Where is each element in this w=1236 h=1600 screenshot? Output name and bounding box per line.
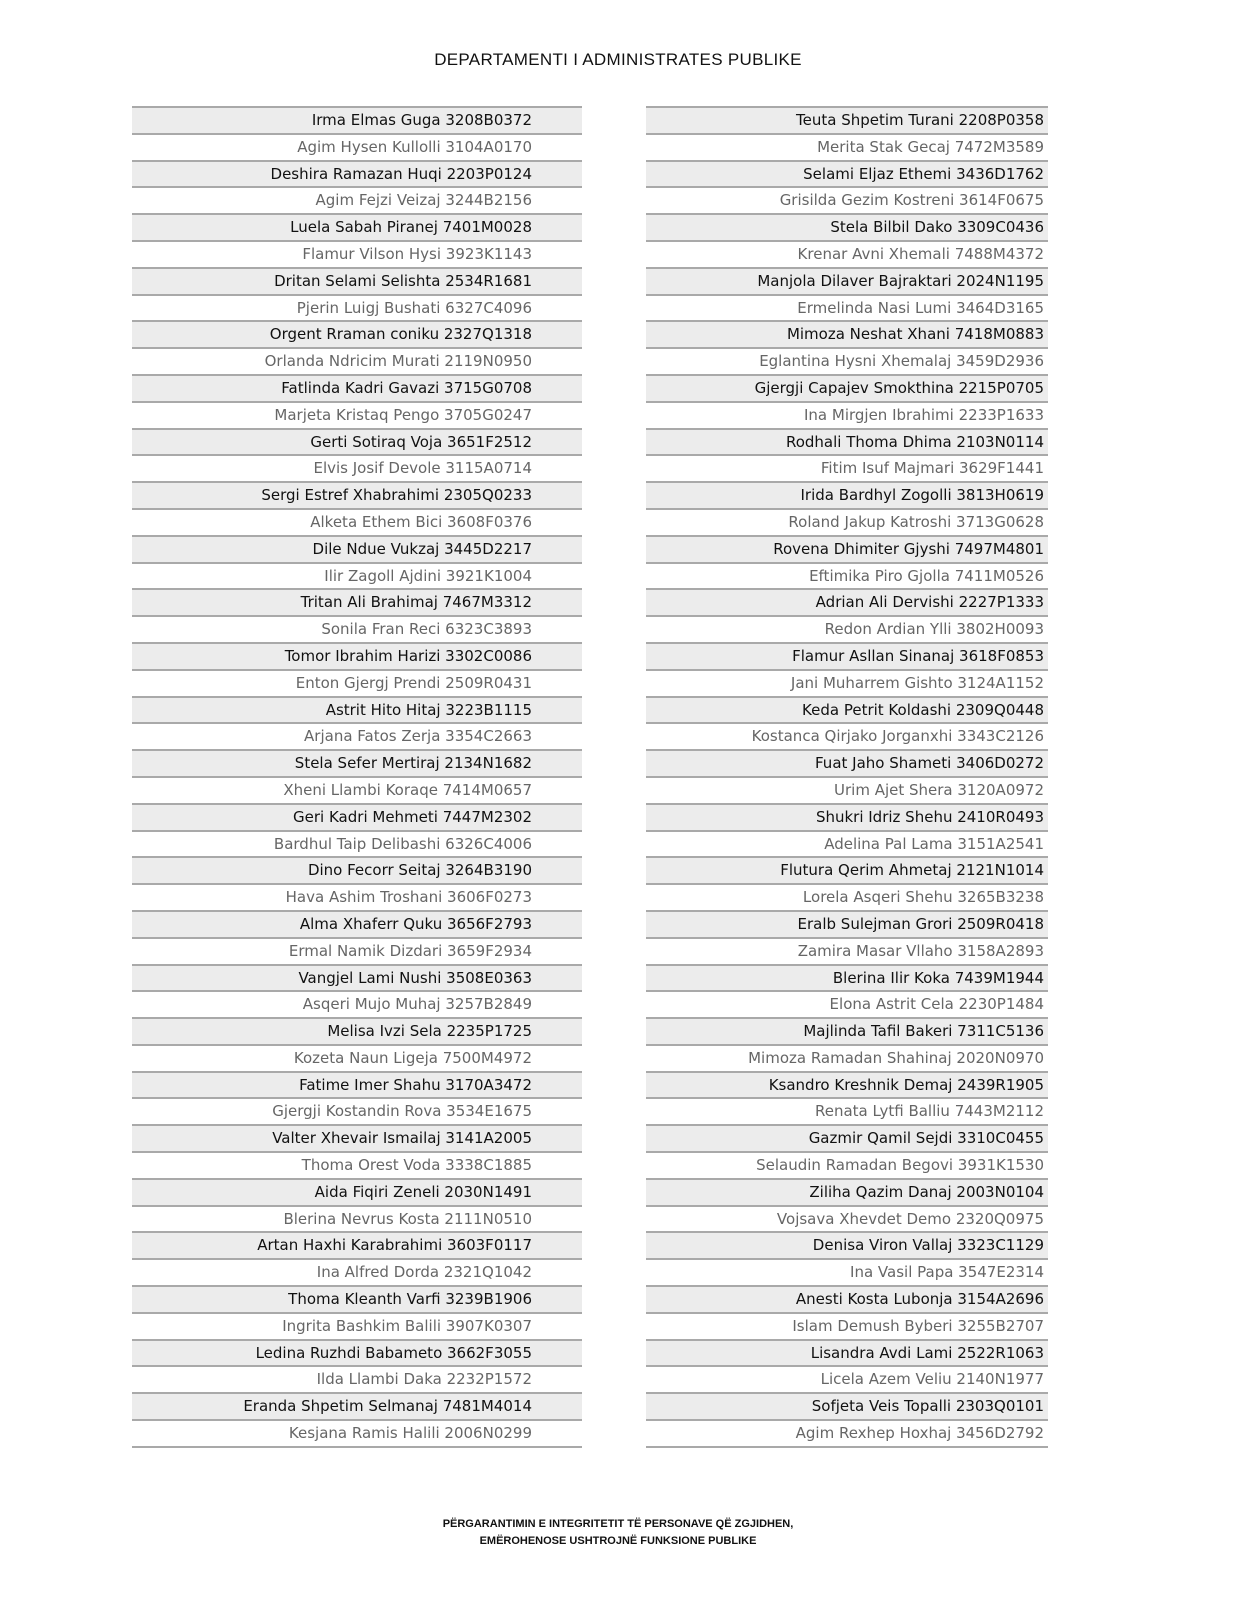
list-item: Vojsava Xhevdet Demo 2320Q0975 (646, 1205, 1048, 1232)
list-item: Eftimika Piro Gjolla 7411M0526 (646, 562, 1048, 589)
list-item: Elvis Josif Devole 3115A0714 (132, 454, 582, 481)
list-item: Fuat Jaho Shameti 3406D0272 (646, 749, 1048, 776)
list-item: Adelina Pal Lama 3151A2541 (646, 830, 1048, 857)
list-item: Blerina Nevrus Kosta 2111N0510 (132, 1205, 582, 1232)
list-item: Eranda Shpetim Selmanaj 7481M4014 (132, 1392, 582, 1419)
list-item: Adrian Ali Dervishi 2227P1333 (646, 588, 1048, 615)
list-item: Irida Bardhyl Zogolli 3813H0619 (646, 481, 1048, 508)
list-item: Ziliha Qazim Danaj 2003N0104 (646, 1178, 1048, 1205)
list-item: Valter Xhevair Ismailaj 3141A2005 (132, 1124, 582, 1151)
list-item: Enton Gjergj Prendi 2509R0431 (132, 669, 582, 696)
footer-line-2: EMËROHENOSE USHTROJNË FUNKSIONE PUBLIKE (479, 1535, 757, 1547)
list-item: Selaudin Ramadan Begovi 3931K1530 (646, 1151, 1048, 1178)
list-item: Tomor Ibrahim Harizi 3302C0086 (132, 642, 582, 669)
list-item: Ingrita Bashkim Balili 3907K0307 (132, 1312, 582, 1339)
list-item: Rodhali Thoma Dhima 2103N0114 (646, 428, 1048, 455)
list-item: Eralb Sulejman Grori 2509R0418 (646, 910, 1048, 937)
list-item: Luela Sabah Piranej 7401M0028 (132, 213, 582, 240)
list-item: Thoma Orest Voda 3338C1885 (132, 1151, 582, 1178)
list-item: Selami Eljaz Ethemi 3436D1762 (646, 160, 1048, 187)
list-item: Denisa Viron Vallaj 3323C1129 (646, 1231, 1048, 1258)
list-item: Flamur Vilson Hysi 3923K1143 (132, 240, 582, 267)
list-item: Eglantina Hysni Xhemalaj 3459D2936 (646, 347, 1048, 374)
list-item: Aida Fiqiri Zeneli 2030N1491 (132, 1178, 582, 1205)
list-item: Alma Xhaferr Quku 3656F2793 (132, 910, 582, 937)
list-item: Islam Demush Byberi 3255B2707 (646, 1312, 1048, 1339)
list-item: Fitim Isuf Majmari 3629F1441 (646, 454, 1048, 481)
page-footer (0, 1516, 1236, 1550)
list-item: Ina Vasil Papa 3547E2314 (646, 1258, 1048, 1285)
list-item: Arjana Fatos Zerja 3354C2663 (132, 722, 582, 749)
list-item: Flutura Qerim Ahmetaj 2121N1014 (646, 856, 1048, 883)
list-item: Stela Bilbil Dako 3309C0436 (646, 213, 1048, 240)
list-item: Artan Haxhi Karabrahimi 3603F0117 (132, 1231, 582, 1258)
list-item: Shukri Idriz Shehu 2410R0493 (646, 803, 1048, 830)
list-item: Sofjeta Veis Topalli 2303Q0101 (646, 1392, 1048, 1419)
list-item: Redon Ardian Ylli 3802H0093 (646, 615, 1048, 642)
list-item: Alketa Ethem Bici 3608F0376 (132, 508, 582, 535)
list-item: Lisandra Avdi Lami 2522R1063 (646, 1339, 1048, 1366)
list-item: Vangjel Lami Nushi 3508E0363 (132, 964, 582, 991)
list-item: Zamira Masar Vllaho 3158A2893 (646, 937, 1048, 964)
list-item: Melisa Ivzi Sela 2235P1725 (132, 1017, 582, 1044)
list-item: Hava Ashim Troshani 3606F0273 (132, 883, 582, 910)
list-item: Ledina Ruzhdi Babameto 3662F3055 (132, 1339, 582, 1366)
list-item: Blerina Ilir Koka 7439M1944 (646, 964, 1048, 991)
list-item: Roland Jakup Katroshi 3713G0628 (646, 508, 1048, 535)
list-item: Keda Petrit Koldashi 2309Q0448 (646, 696, 1048, 723)
list-item: Bardhul Taip Delibashi 6326C4006 (132, 830, 582, 857)
list-item: Asqeri Mujo Muhaj 3257B2849 (132, 990, 582, 1017)
list-item: Marjeta Kristaq Pengo 3705G0247 (132, 401, 582, 428)
list-item: Mimoza Ramadan Shahinaj 2020N0970 (646, 1044, 1048, 1071)
list-item: Merita Stak Gecaj 7472M3589 (646, 133, 1048, 160)
list-item: Grisilda Gezim Kostreni 3614F0675 (646, 186, 1048, 213)
list-item: Manjola Dilaver Bajraktari 2024N1195 (646, 267, 1048, 294)
list-item: Astrit Hito Hitaj 3223B1115 (132, 696, 582, 723)
list-item: Elona Astrit Cela 2230P1484 (646, 990, 1048, 1017)
list-item: Ksandro Kreshnik Demaj 2439R1905 (646, 1071, 1048, 1098)
list-item: Fatime Imer Shahu 3170A3472 (132, 1071, 582, 1098)
list-item: Flamur Asllan Sinanaj 3618F0853 (646, 642, 1048, 669)
list-item: Renata Lytfi Balliu 7443M2112 (646, 1097, 1048, 1124)
list-item: Sonila Fran Reci 6323C3893 (132, 615, 582, 642)
list-item: Kostanca Qirjako Jorganxhi 3343C2126 (646, 722, 1048, 749)
list-item: Majlinda Tafil Bakeri 7311C5136 (646, 1017, 1048, 1044)
list-item: Pjerin Luigj Bushati 6327C4096 (132, 294, 582, 321)
list-item: Krenar Avni Xhemali 7488M4372 (646, 240, 1048, 267)
list-item: Dino Fecorr Seitaj 3264B3190 (132, 856, 582, 883)
list-item: Thoma Kleanth Varfi 3239B1906 (132, 1285, 582, 1312)
list-item: Ermal Namik Dizdari 3659F2934 (132, 937, 582, 964)
list-item: Gjergji Capajev Smokthina 2215P0705 (646, 374, 1048, 401)
list-item: Agim Hysen Kullolli 3104A0170 (132, 133, 582, 160)
list-item: Kozeta Naun Ligeja 7500M4972 (132, 1044, 582, 1071)
list-item: Gerti Sotiraq Voja 3651F2512 (132, 428, 582, 455)
list-item: Agim Rexhep Hoxhaj 3456D2792 (646, 1419, 1048, 1446)
list-item: Ermelinda Nasi Lumi 3464D3165 (646, 294, 1048, 321)
list-item: Deshira Ramazan Huqi 2203P0124 (132, 160, 582, 187)
list-item: Irma Elmas Guga 3208B0372 (132, 106, 582, 133)
list-item: Mimoza Neshat Xhani 7418M0883 (646, 320, 1048, 347)
list-item: Gjergji Kostandin Rova 3534E1675 (132, 1097, 582, 1124)
list-item: Ina Alfred Dorda 2321Q1042 (132, 1258, 582, 1285)
list-item: Teuta Shpetim Turani 2208P0358 (646, 106, 1048, 133)
list-item: Ina Mirgjen Ibrahimi 2233P1633 (646, 401, 1048, 428)
list-item: Urim Ajet Shera 3120A0972 (646, 776, 1048, 803)
list-item: Orlanda Ndricim Murati 2119N0950 (132, 347, 582, 374)
list-item: Jani Muharrem Gishto 3124A1152 (646, 669, 1048, 696)
list-bottom-rule (646, 1446, 1048, 1448)
list-item: Agim Fejzi Veizaj 3244B2156 (132, 186, 582, 213)
list-item: Orgent Rraman coniku 2327Q1318 (132, 320, 582, 347)
left-name-list (132, 106, 582, 1448)
list-item: Dritan Selami Selishta 2534R1681 (132, 267, 582, 294)
right-name-list (646, 106, 1048, 1448)
list-item: Lorela Asqeri Shehu 3265B3238 (646, 883, 1048, 910)
page-title: DEPARTAMENTI I ADMINISTRATES PUBLIKE (434, 50, 802, 69)
list-item: Tritan Ali Brahimaj 7467M3312 (132, 588, 582, 615)
list-item: Kesjana Ramis Halili 2006N0299 (132, 1419, 582, 1446)
list-item: Geri Kadri Mehmeti 7447M2302 (132, 803, 582, 830)
list-item: Dile Ndue Vukzaj 3445D2217 (132, 535, 582, 562)
list-item: Sergi Estref Xhabrahimi 2305Q0233 (132, 481, 582, 508)
list-item: Ilda Llambi Daka 2232P1572 (132, 1365, 582, 1392)
list-item: Anesti Kosta Lubonja 3154A2696 (646, 1285, 1048, 1312)
list-item: Rovena Dhimiter Gjyshi 7497M4801 (646, 535, 1048, 562)
list-item: Fatlinda Kadri Gavazi 3715G0708 (132, 374, 582, 401)
list-item: Xheni Llambi Koraqe 7414M0657 (132, 776, 582, 803)
list-bottom-rule (132, 1446, 582, 1448)
list-item: Gazmir Qamil Sejdi 3310C0455 (646, 1124, 1048, 1151)
footer-line-1: PËRGARANTIMIN E INTEGRITETIT TË PERSONAVE QË ZGJIDHEN, (442, 1518, 794, 1530)
list-item: Licela Azem Veliu 2140N1977 (646, 1365, 1048, 1392)
list-item: Stela Sefer Mertiraj 2134N1682 (132, 749, 582, 776)
list-item: Ilir Zagoll Ajdini 3921K1004 (132, 562, 582, 589)
